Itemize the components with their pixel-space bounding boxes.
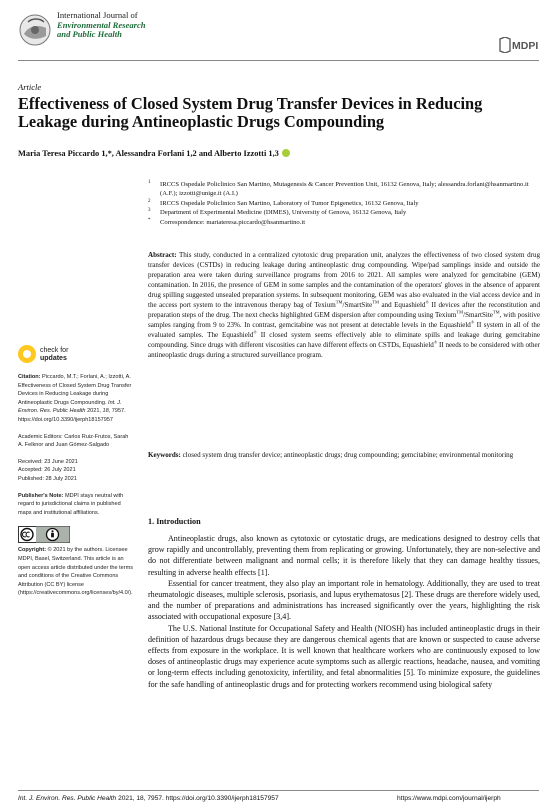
citation-journal: Int. J. Environ. Res. Public Health: [18, 399, 122, 415]
journal-name: [57, 11, 146, 40]
correspondence-text: Correspondence: mariateresa.piccardo@hsanmartino.it: [160, 218, 306, 226]
article-title: Effectiveness of Closed System Drug Transfer Devices in Reducing Leakage during Antineoplastic Drugs Compounding: [18, 94, 483, 132]
affiliation-text: IRCCS Ospedale Policlinico San Martino, Mutagenesis & Cancer Prevention Unit, 16132 Genova, Italy; alessandra.forlani@hsanmartino.it (A.F.); izzotti@unige.it (A.I.): [160, 181, 529, 198]
affiliation-item: [148, 218, 540, 227]
abstract-text: This study, conducted in a centralized cytotoxic drug preparation unit, analyzes the effectiveness of two closed system drug transfer devices (CSTDs) in reducing leakage during antineoplastic drug compounding. Wipe/pad samplings inside and outside the preparation area were taken during surveillance programs from 2016 to 2021. All samples were analyzed for gemcitabine (GEM) contamination. In 2016, the presence of GEM in some samples and the contamination of the operators' gloves in the absence of apparent drug spilling suggested unsealed preparation systems. In subsequent monitoring, GEM was also evaluated in the vial access device and in the access port system to the intravenous therapy bag of Texium: [148, 251, 540, 309]
footer-doi-link[interactable]: 2021, 18, 7957. https://doi.org/10.3390/ijerph18157957: [118, 795, 279, 802]
affiliation-text: IRCCS Ospedale Policlinico San Martino, Laboratory of Tumor Epigenetics, 16132 Genova, Italy: [160, 199, 419, 207]
check-for-updates-button[interactable]: [18, 345, 108, 367]
affiliations: [148, 180, 540, 227]
trademark-mark: TM: [335, 299, 343, 305]
trademark-mark: TM: [372, 299, 379, 305]
abstract-text: , with positive samples ranging from 9 to 23%. In contrast, gemcitabine was not present at detectable levels in the Equashield: [148, 310, 540, 329]
trademark-mark: TM: [492, 309, 500, 315]
orcid-icon[interactable]: [282, 149, 290, 157]
citation-label: Citation:: [18, 374, 41, 380]
registered-mark: ®: [433, 339, 438, 345]
abstract-text: II devices after the reconstitution and preparation steps of the drug. The next checks highlighted GEM dispersion after compounding using Texium: [148, 300, 540, 319]
affiliation-item: [148, 180, 540, 199]
author-list: [18, 149, 290, 158]
body-paragraph: Essential for cancer treatment, they also play an important role in hematology. Additionally, they are used to treat rheumatologic diseases, multiple sclerosis, psoriasis, and lupus erythematosus [2]. These drugs are therefore widely used, and the number of preparations and administrations has increased significantly over the years, highlighting the risk associated with occupational exposure [3,4].: [148, 578, 540, 622]
affiliation-item: [148, 208, 540, 217]
abstract-text: /SmartSite: [342, 300, 373, 309]
abstract-label: Abstract:: [148, 251, 177, 259]
mdpi-logo-icon: [497, 37, 541, 53]
affiliation-item: [148, 199, 540, 208]
footer-citation: [18, 795, 279, 802]
copyright-label: Copyright:: [18, 547, 47, 554]
registered-mark: ®: [470, 319, 475, 325]
citation-year: 2021,: [87, 408, 101, 415]
abstract-text: II needs to be considered with other antineoplastic drugs during a structured surveillance program.: [148, 340, 541, 359]
check-updates-line1: check for: [40, 347, 69, 354]
abstract-text: /SmartSite: [463, 310, 493, 319]
cc-by-license-icon[interactable]: [18, 526, 70, 543]
affiliation-number: *: [148, 217, 151, 223]
publisher-note-label: Publisher's Note:: [18, 492, 64, 499]
registered-mark: ®: [425, 299, 429, 305]
accepted-date: Accepted: 26 July 2021: [18, 467, 76, 474]
abstract-text: II closed system seems effectively able to eliminate spills and leakage during gemcitabine compounding. Since drugs with different viscosities can have different effects on CSTDs, Equashield: [148, 330, 540, 349]
abstract-text: and Equashield: [379, 300, 426, 309]
footer-divider: [18, 790, 539, 791]
section-heading-introduction: 1. Introduction: [148, 517, 201, 526]
affiliation-number: 2: [148, 198, 151, 204]
keywords: [148, 451, 540, 461]
affiliation-number: 3: [148, 208, 151, 214]
footer-journal-url[interactable]: https://www.mdpi.com/journal/ijerph: [397, 795, 501, 802]
keywords-label: Keywords:: [148, 451, 181, 459]
body-paragraph: Antineoplastic drugs, also known as cytotoxic or cytostatic drugs, are medications designed to destroy cells that grow rapidly and uncontrollably, preventing them from replicating or growing. Unfortunately, they are non-selective and do not differentiate between malignant and normal cells; it is therefore likely that they can damage healthy tissues, resulting in adverse health effects [1].: [148, 534, 540, 577]
citation-doi-link[interactable]: 7957. https://doi.org/10.3390/ijerph18157957: [18, 408, 126, 423]
check-updates-label: [40, 347, 68, 362]
copyright: [18, 546, 134, 598]
registered-mark: ®: [253, 329, 257, 335]
header-divider: [18, 60, 539, 61]
sidebar: [18, 373, 134, 598]
check-updates-line2: updates: [40, 354, 67, 362]
abstract: [148, 251, 540, 360]
introduction-body: [148, 533, 540, 690]
journal-name-line3: and Public Health: [57, 29, 122, 40]
citation: [18, 373, 134, 425]
publisher-note: [18, 492, 134, 518]
check-updates-icon: [18, 345, 36, 363]
affiliation-text: Department of Experimental Medicine (DIMES), University of Genova, 16132 Genova, Italy: [160, 209, 407, 217]
copyright-text: © 2021 by the authors. Licensee MDPI, Basel, Switzerland. This article is an open access article distributed under the terms and conditions of the Creative Commons Attribution (CC BY) license (https://creativecommons.org/licenses/by/4.0/).: [18, 547, 134, 597]
academic-editors: Academic Editors: Carlos Ruiz-Frutos, Sarah A. Felknor and Juan Gómez-Salgado: [18, 433, 129, 449]
abstract-text: II system in all of the evaluated samples. The Equashield: [148, 320, 541, 339]
journal-name-line1: International Journal of: [57, 10, 138, 20]
journal-logo-icon: [18, 10, 52, 50]
citation-text: Piccardo, M.T.; Forlani, A.; Izzotti, A. Effectiveness of Closed System Drug Transfer Devices in Reducing Leakage during Antineoplastic Drugs Compounding.: [18, 374, 132, 406]
trademark-mark: TM: [456, 309, 464, 315]
author-names: Maria Teresa Piccardo 1,*, Alessandra Forlani 1,2 and Alberto Izzotti 1,3: [18, 149, 279, 158]
published-date: Published: 28 July 2021: [18, 475, 77, 482]
citation-volume: 18,: [102, 408, 111, 415]
mdpi-logo-text: MDPI: [512, 40, 539, 52]
article-type: Article: [18, 82, 42, 92]
received-date: Received: 23 June 2021: [18, 458, 78, 465]
journal-name-line2: Environmental Research: [57, 19, 146, 30]
keywords-text: closed system drug transfer device; antineoplastic drugs; drug compounding; gemcitabine; environmental monitoring: [182, 451, 514, 459]
body-paragraph: The U.S. National Institute for Occupational Safety and Health (NIOSH) has included antineoplastic drugs in their definition of hazardous drugs because they are dangerous chemical agents that are known or suspected to cause adverse effects from exposure in the workplace. It is well known that healthcare workers who are continuously exposed to low doses of antineoplastic drugs may experience acute symptoms such as allergic reactions, headache, nausea, and vomiting or long-term effects including genotoxicity, infertility, and fetal abnormalities [5]. To minimize exposure, the guidelines for the safe handling of antineoplastic drugs and for protecting workers recommend using biological safety: [148, 623, 540, 689]
publisher-note-text: MDPI stays neutral with regard to jurisdictional claims in published maps and institutional affiliations.: [18, 492, 124, 516]
footer-journal: Int. J. Environ. Res. Public Health: [18, 795, 117, 802]
affiliation-number: 1: [148, 180, 151, 185]
